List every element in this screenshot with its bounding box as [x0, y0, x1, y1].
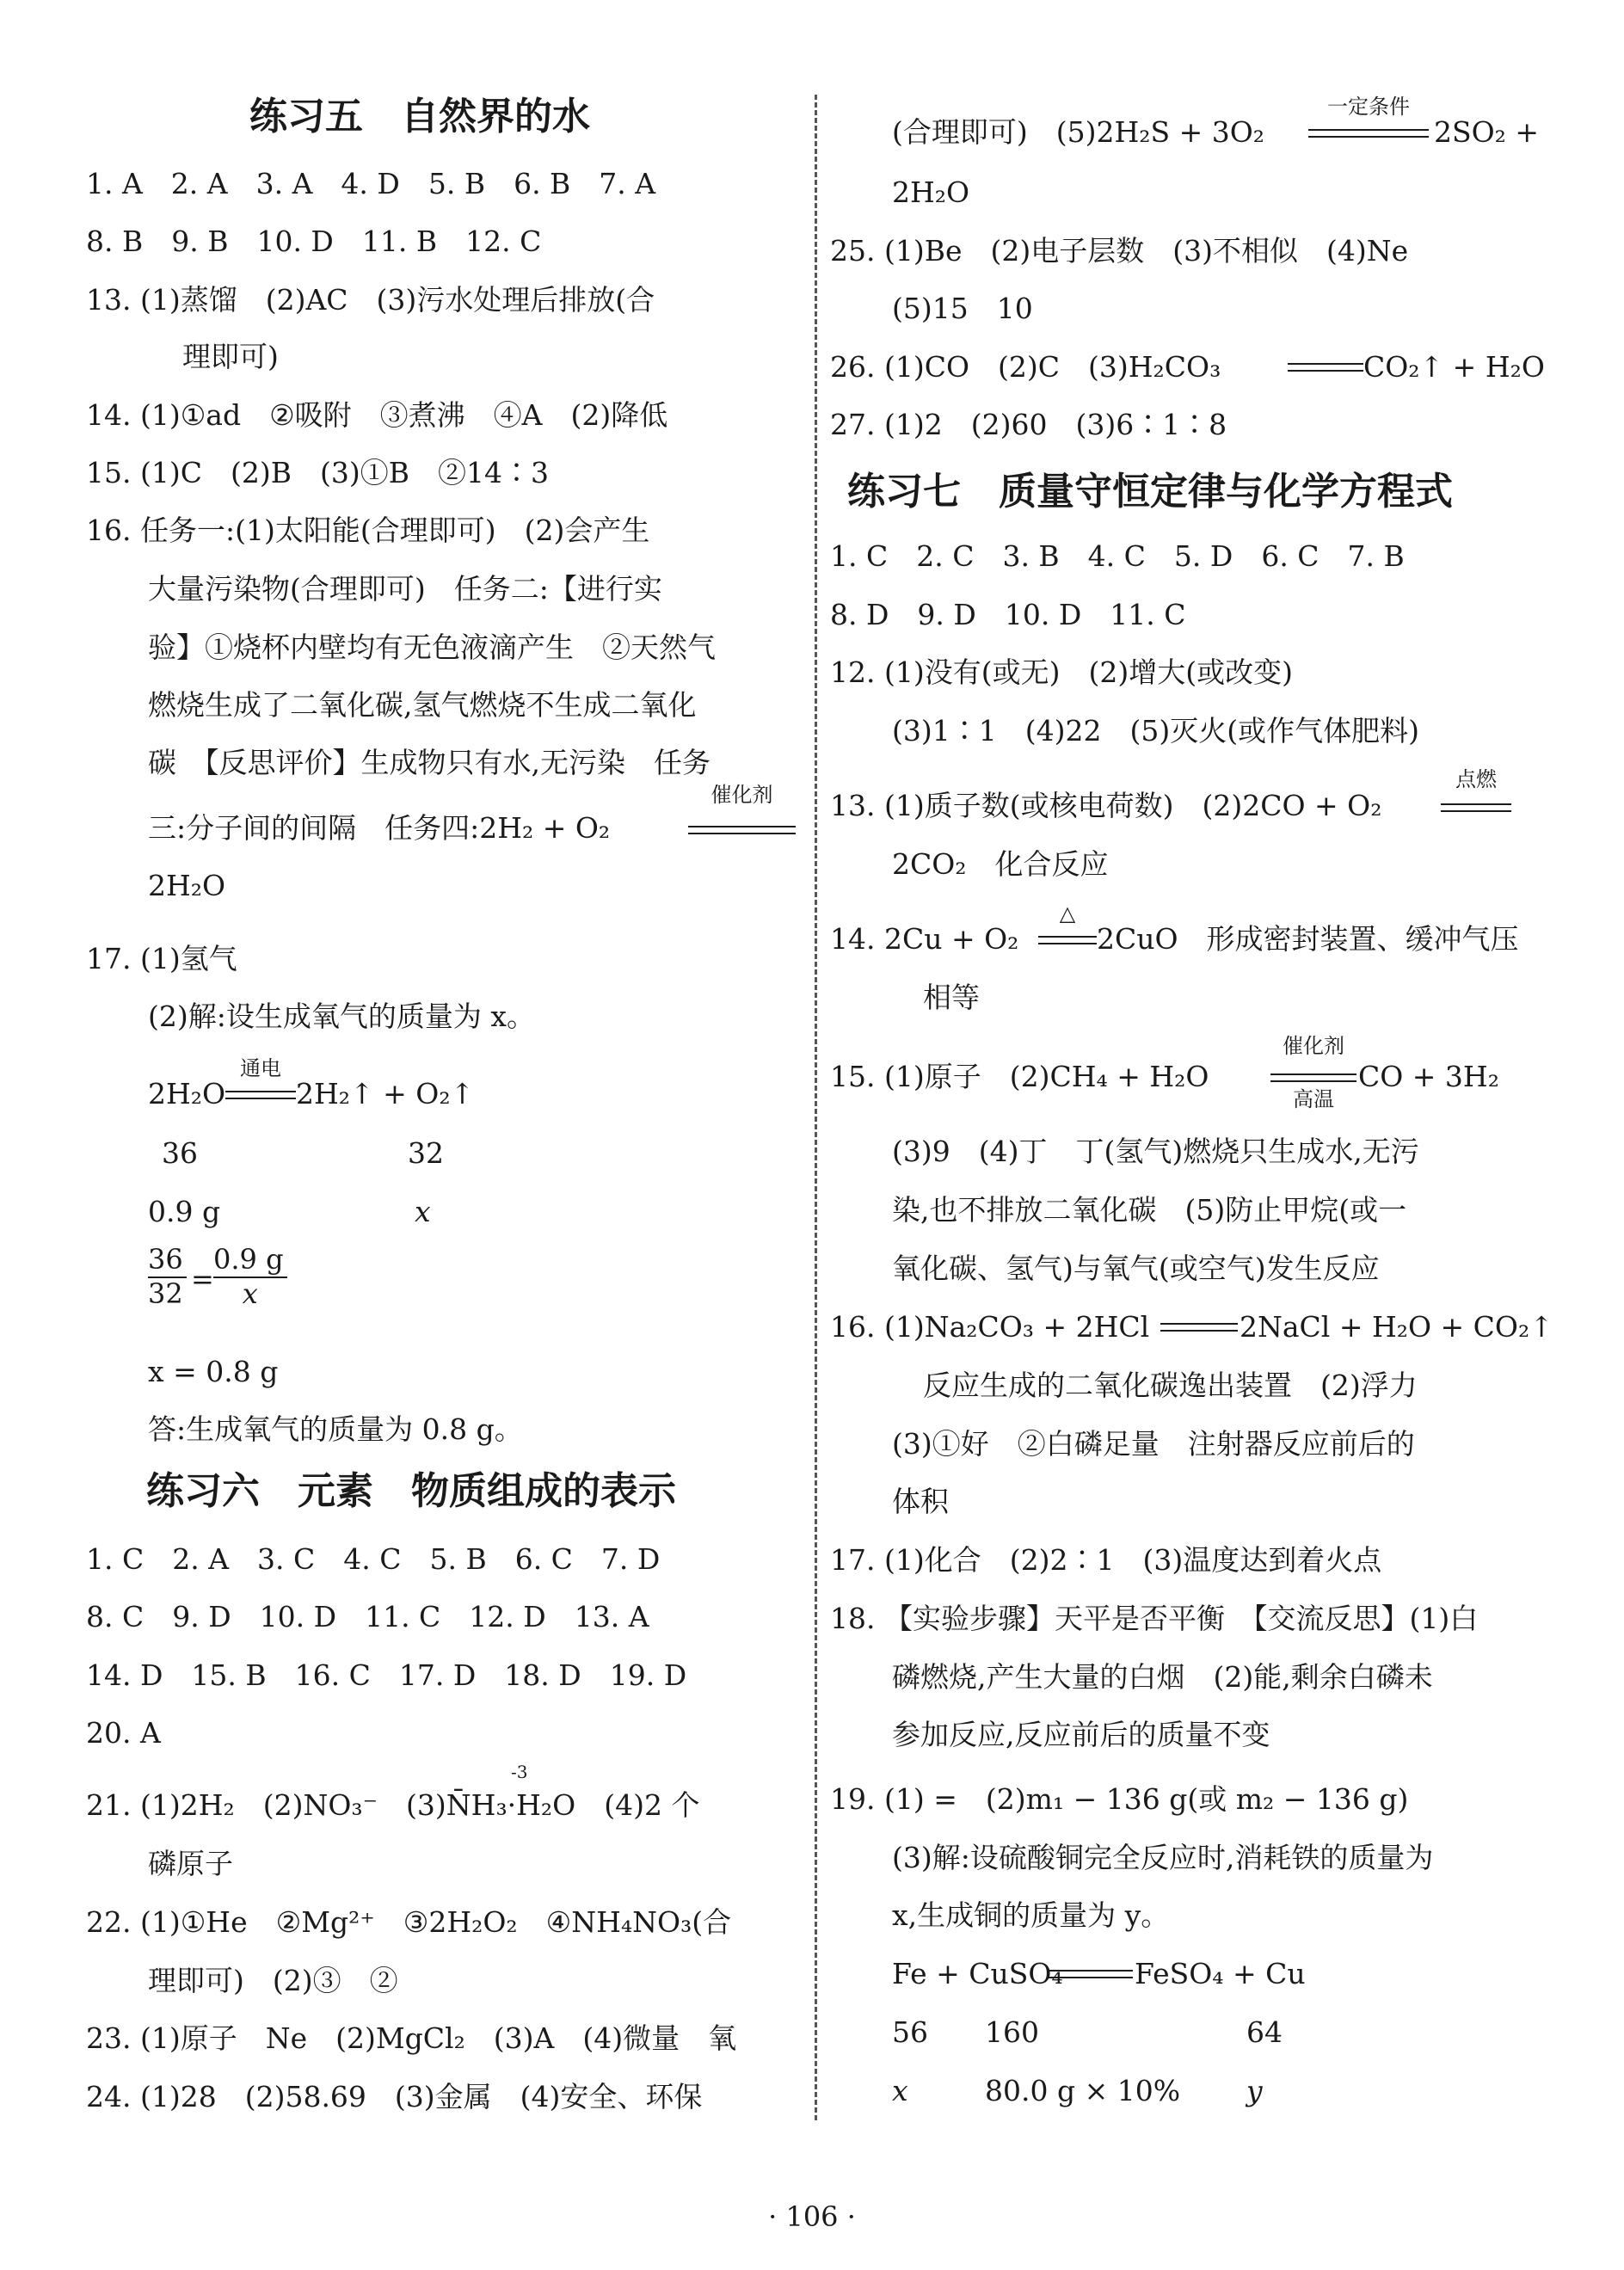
ex6-q24-cont-line-1-right: 2SO₂ + [1434, 115, 1540, 149]
ex6-q21-line-1: 21. (1)2H₂ (2)NO₃⁻ (3)N̄H₃·H₂O (4)2 个 [86, 1788, 700, 1822]
ex6-q24-condition: 一定条件 [1327, 95, 1410, 119]
ex7-q12-line-1: 12. (1)没有(或无) (2)增大(或改变) [830, 655, 1293, 689]
column-divider [815, 95, 817, 2120]
ex7-q15-line-4: 氧化碳、氢气)与氧气(或空气)发生反应 [892, 1252, 1380, 1285]
ex7-q16-line-4: 体积 [892, 1485, 949, 1518]
exercise-7-title: 练习七 质量守恒定律与化学方程式 [847, 470, 1453, 514]
ex5-q13-line-1: 13. (1)蒸馏 (2)AC (3)污水处理后排放(合 [86, 283, 655, 317]
ex5-q17-mass-b: 32 [408, 1136, 444, 1170]
ex7-q16-line-2: 反应生成的二氧化碳逸出装置 (2)浮力 [923, 1369, 1418, 1402]
exercise-5-title: 练习五 自然界的水 [249, 95, 590, 138]
ex7-q16-reaction-bar [1160, 1323, 1238, 1332]
ex5-q17-ratio-right-den: x [242, 1276, 258, 1310]
ex7-mc-line-1: 1. C 2. C 3. B 4. C 5. D 6. C 7. B [830, 539, 1405, 573]
ex7-q19-mass-fe: 56 [892, 2015, 928, 2049]
ex6-q23: 23. (1)原子 Ne (2)MgCl₂ (3)A (4)微量 氧 [86, 2021, 737, 2055]
ex7-q13-condition: 点燃 [1455, 767, 1497, 791]
exercise-6-title: 练习六 元素 物质组成的表示 [146, 1469, 676, 1513]
ex7-q19-given-cuso4: 80.0 g × 10% [985, 2074, 1181, 2107]
ex5-q17-eq-left: 2H₂O [148, 1077, 226, 1110]
ex6-q27: 27. (1)2 (2)60 (3)6∶1∶8 [830, 408, 1227, 441]
ex5-q17-ratio-right-num: 0.9 g [213, 1246, 287, 1278]
ex6-q26-left: 26. (1)CO (2)C (3)H₂CO₃ [830, 350, 1221, 384]
ex5-q17-result: x = 0.8 g [148, 1355, 279, 1388]
ex7-q19-reaction-bar [1047, 1970, 1133, 1978]
ex6-mc-line-1: 1. C 2. A 3. C 4. C 5. B 6. C 7. D [86, 1542, 661, 1576]
ex6-q25-line-2: (5)15 10 [892, 292, 1033, 325]
ex5-mc-line-2: 8. B 9. B 10. D 11. B 12. C [86, 225, 542, 258]
ex5-q17-ratio-left-den: 32 [148, 1276, 183, 1310]
ex7-q18-line-2: 磷燃烧,产生大量的白烟 (2)能,剩余白磷未 [892, 1660, 1433, 1694]
ex6-q25-line-1: 25. (1)Be (2)电子层数 (3)不相似 (4)Ne [830, 234, 1409, 268]
ex5-q16-line-4: 燃烧生成了二氧化碳,氢气燃烧不生成二氧化 [148, 688, 697, 722]
ex7-q18-line-1: 18. 【实验步骤】天平是否平衡 【交流反思】(1)白 [830, 1602, 1479, 1635]
ex7-q15-line-3: 染,也不排放二氧化碳 (5)防止甲烷(或一 [892, 1193, 1407, 1227]
ex7-q13-line-2: 2CO₂ 化合反应 [892, 847, 1109, 881]
ex7-q17: 17. (1)化合 (2)2∶1 (3)温度达到着火点 [830, 1543, 1382, 1577]
ex6-q24-reaction-bar [1308, 129, 1429, 138]
ex7-q12-line-2: (3)1∶1 (4)22 (5)灭火(或作气体肥料) [892, 714, 1419, 747]
ex6-q26-right: CO₂↑ + H₂O [1363, 350, 1545, 384]
ex5-q17-line-2: (2)解:设生成氧气的质量为 x。 [148, 1000, 535, 1033]
ex7-q15-line-2: (3)9 (4)丁 丁(氢气)燃烧只生成水,无污 [892, 1135, 1419, 1168]
ex5-q17-given-b: x [415, 1195, 431, 1228]
ex6-q22-line-1: 22. (1)①He ②Mg²⁺ ③2H₂O₂ ④NH₄NO₃(合 [86, 1905, 732, 1939]
ex5-q16-line-6: 三:分子间的间隔 任务四:2H₂ + O₂ [148, 811, 611, 845]
ex5-q17-given-a: 0.9 g [148, 1195, 221, 1228]
ex7-q19-mass-cu: 64 [1246, 2015, 1283, 2049]
ex5-q16-line-2: 大量污染物(合理即可) 任务二:【进行实 [148, 572, 662, 606]
ex7-q19-mass-cuso4: 160 [985, 2015, 1039, 2049]
ex5-mc-line-1: 1. A 2. A 3. A 4. D 5. B 6. B 7. A [86, 167, 656, 200]
ex6-mc-line-2: 8. C 9. D 10. D 11. C 12. D 13. A [86, 1600, 649, 1633]
ex5-q17-line-1: 17. (1)氢气 [86, 942, 237, 975]
ex7-q16-left: 16. (1)Na₂CO₃ + 2HCl [830, 1310, 1150, 1344]
ex7-q16-right: 2NaCl + H₂O + CO₂↑ [1240, 1310, 1553, 1344]
ex6-mc-line-3: 14. D 15. B 16. C 17. D 18. D 19. D [86, 1658, 687, 1692]
ex5-q16-condition: 催化剂 [710, 783, 773, 807]
ex5-q16-reaction-bar [688, 826, 796, 834]
ex7-q14-reaction-bar [1038, 936, 1097, 944]
ex7-q14-left: 14. 2Cu + O₂ [830, 922, 1019, 956]
ex5-q15: 15. (1)C (2)B (3)①B ②14∶3 [86, 456, 549, 489]
ex7-q19-eq-right: FeSO₄ + Cu [1135, 1957, 1306, 1990]
ex7-q19-given-y: y [1246, 2074, 1263, 2107]
ex7-q15-right: CO + 3H₂ [1358, 1060, 1499, 1093]
ex5-q17-mass-a: 36 [162, 1136, 198, 1170]
ex7-q19-line-1: 19. (1) = (2)m₁ − 136 g(或 m₂ − 136 g) [830, 1782, 1409, 1816]
ex7-q19-line-2: (3)解:设硫酸铜完全反应时,消耗铁的质量为 [892, 1841, 1434, 1874]
ex7-q14-condition: △ [1059, 901, 1076, 926]
ex7-q15-reaction-bar [1270, 1073, 1356, 1082]
ex7-q13-reaction-bar [1441, 803, 1511, 812]
ex7-q19-given-x: x [892, 2074, 908, 2107]
ex7-q19-eq-left: Fe + CuSO₄ [892, 1957, 1063, 1990]
ex5-q16-line-5: 碳 【反思评价】生成物只有水,无污染 任务 [148, 746, 710, 779]
ex7-q19-line-3: x,生成铜的质量为 y。 [892, 1898, 1170, 1932]
ex5-q17-ratio-equals: = [191, 1263, 214, 1295]
ex7-q15-condition-top: 催化剂 [1283, 1034, 1344, 1058]
ex6-q24-cont-line-1-left: (合理即可) (5)2H₂S + 3O₂ [892, 115, 1265, 149]
ex7-q16-line-3: (3)①好 ②白磷足量 注射器反应前后的 [892, 1427, 1415, 1461]
ex7-q18-line-3: 参加反应,反应前后的质量不变 [892, 1718, 1270, 1751]
ex5-q16-line-7: 2H₂O [148, 869, 226, 902]
ex7-q15-left: 15. (1)原子 (2)CH₄ + H₂O [830, 1060, 1209, 1093]
ex5-q16-line-3: 验】①烧杯内壁均有无色液滴产生 ②天然气 [148, 631, 716, 664]
ex7-mc-line-2: 8. D 9. D 10. D 11. C [830, 598, 1186, 631]
ex5-q14: 14. (1)①ad ②吸附 ③煮沸 ④A (2)降低 [86, 398, 668, 432]
ex5-q17-answer: 答:生成氧气的质量为 0.8 g。 [148, 1412, 523, 1446]
ex5-q17-eq-right: 2H₂↑ + O₂↑ [296, 1077, 475, 1110]
ex5-q17-condition: 通电 [240, 1056, 281, 1080]
ex5-q17-ratio-left-num: 36 [148, 1246, 187, 1278]
ex6-q21-line-2: 磷原子 [148, 1847, 233, 1880]
ex7-q13-line-1: 13. (1)质子数(或核电荷数) (2)2CO + O₂ [830, 789, 1382, 822]
ex5-q17-reaction-bar [225, 1091, 296, 1099]
ex6-q21-valence: -3 [511, 1762, 528, 1782]
ex6-mc-line-4: 20. A [86, 1716, 161, 1750]
ex5-q17-ratio-right [213, 1243, 287, 1310]
ex5-q13-line-2: 理即可) [182, 340, 279, 373]
ex7-q14-line-2: 相等 [923, 981, 980, 1014]
ex5-q17-ratio-left [148, 1243, 187, 1310]
ex6-q26-reaction-bar [1288, 363, 1363, 372]
ex6-q24: 24. (1)28 (2)58.69 (3)金属 (4)安全、环保 [86, 2080, 703, 2113]
ex6-q22-line-2: 理即可) (2)③ ② [148, 1964, 398, 1997]
ex7-q14-right: 2CuO 形成密封装置、缓冲气压 [1097, 922, 1519, 956]
ex5-q16-line-1: 16. 任务一:(1)太阳能(合理即可) (2)会产生 [86, 514, 650, 547]
ex7-q15-condition-bottom: 高温 [1293, 1087, 1334, 1111]
ex6-q24-cont-line-2: 2H₂O [892, 175, 970, 209]
page-number: · 106 · [768, 2200, 856, 2233]
